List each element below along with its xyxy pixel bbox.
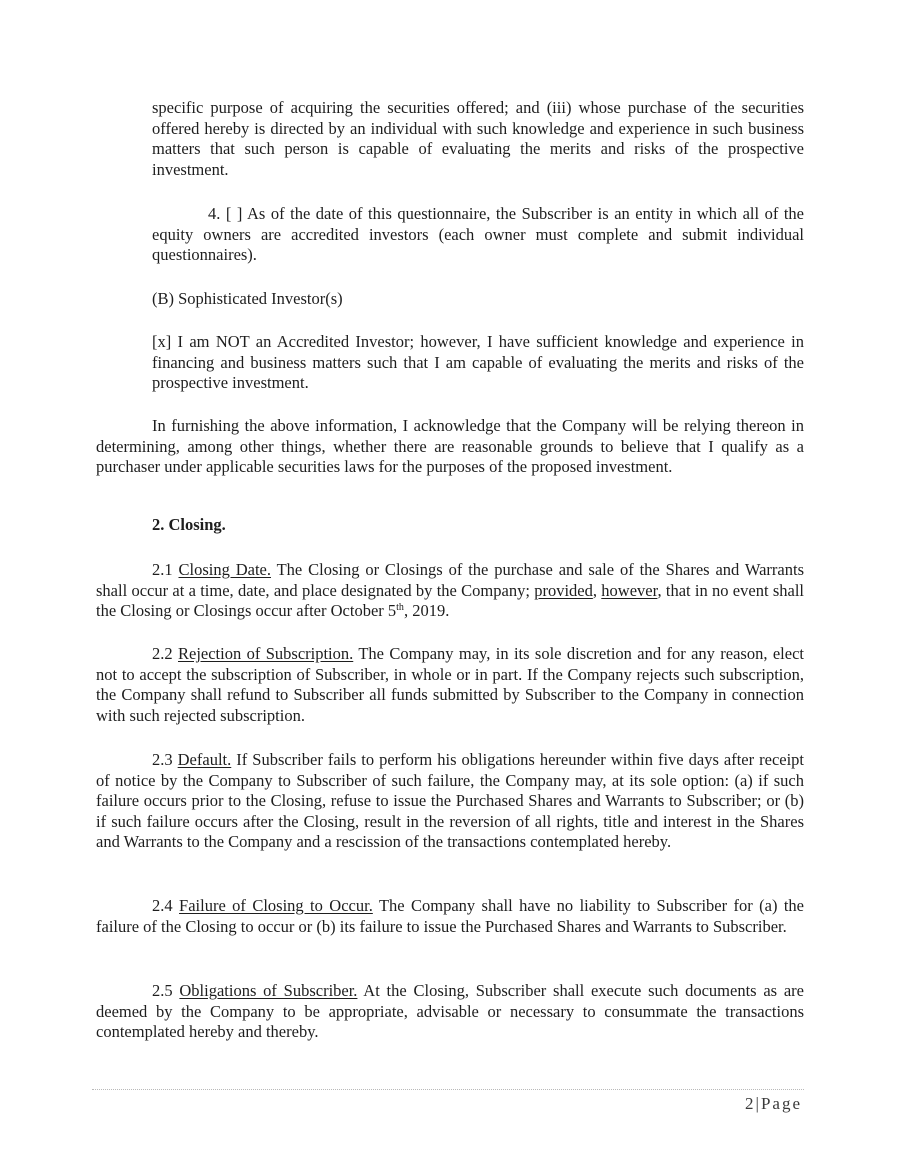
section-b-heading: (B) Sophisticated Investor(s) [152,289,343,308]
section-b-paragraph: [x] I am NOT an Accredited Investor; however, I have sufficient knowledge and experience in financing and business matters such that I am capable of evaluating the merits and risks of the prospective investment. [152,332,804,392]
section-2-2-title: Rejection of Subscription. [178,644,354,663]
section-2-1-number: 2.1 [152,560,173,579]
section-2-4-title: Failure of Closing to Occur. [179,896,373,915]
section-2-5-number: 2.5 [152,981,173,1000]
section-2-2: 2.2 Rejection of Subscription. The Company may, in its sole discretion and for any reason, elect not to accept the subscription of Subscriber, in whole or in part. If the Company rejects such subscription, the Company shall refund to Subscriber all funds submitted by Subscriber to the Company in connection with such rejected subscription. [96,644,804,725]
section-2-3: 2.3 Default. If Subscriber fails to perform his obligations hereunder within five days after receipt of notice by the Company to Subscriber of such failure, the Company may, at its sole option: (a) if such failure occurs prior to the Closing, refuse to issue the Purchased Shares and Warrants to Subscriber; or (b) if such failure occurs after the Closing, result in the reversion of all rights, title and interest in the Shares and Warrants to the Company and a rescission of the transactions contemplated hereby. [96,750,805,851]
acknowledgement-paragraph: In furnishing the above information, I acknowledge that the Company will be relying thereon in determining, among other things, whether there are reasonable grounds to believe that I qualify as a purchaser under applicable securities laws for the purposes of the proposed investment. [96,416,804,476]
provided-term: provided [534,580,593,600]
page-number: 2 [745,1094,756,1113]
section-2-1-title: Closing Date. [178,560,271,579]
section-2-2-number: 2.2 [152,644,173,663]
section-2-4-number: 2.4 [152,896,173,915]
item-4-paragraph: 4. [ ] As of the date of this questionnaire, the Subscriber is an entity in which all of the equity owners are accredited investors (each owner must complete and submit individual questionnaires). [152,204,804,264]
however-term: however [601,580,658,600]
section-2-5: 2.5 Obligations of Subscriber. At the Closing, Subscriber shall execute such documents as are deemed by the Company to be appropriate, advisable or necessary to consummate the transactions contemplated hereby and thereby. [96,981,804,1041]
continuation-paragraph: specific purpose of acquiring the securities offered; and (iii) whose purchase of the securities offered hereby is directed by an individual with such knowledge and experience in such business matters that such person is capable of evaluating the merits and risks of the prospective investment. [152,98,804,179]
closing-heading: 2. Closing. [152,515,226,534]
footer-separator: | [755,1094,761,1113]
section-2-4: 2.4 Failure of Closing to Occur. The Company shall have no liability to Subscriber for (a) the failure of the Closing to occur or (b) its failure to issue the Purchased Shares and Warrants to Subscriber. [96,896,805,936]
section-2-5-title: Obligations of Subscriber. [179,981,358,1000]
page-footer [745,1094,802,1114]
footer-divider [92,1089,804,1090]
section-2-3-title: Default. [177,750,232,769]
page-label: Page [760,1094,802,1113]
section-2-1: 2.1 Closing Date. The Closing or Closings of the purchase and sale of the Shares and Warrants shall occur at a time, date, and place designated by the Company; provided, however, that in no event shall the Closing or Closings occur after October 5th, 2019. [96,560,804,620]
section-2-3-number: 2.3 [152,750,173,769]
